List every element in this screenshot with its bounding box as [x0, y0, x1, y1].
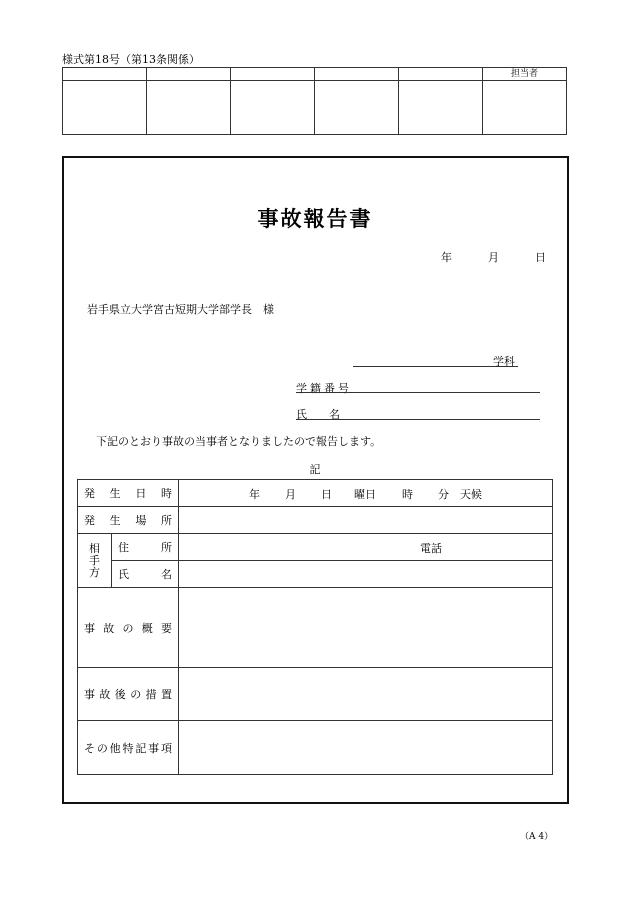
- row-measures: [78, 668, 553, 721]
- intro-text: 下記のとおり事故の当事者となりましたので報告します。: [96, 435, 382, 448]
- stamp-header-person-in-charge: 担当者: [483, 68, 567, 81]
- approval-stamp-table: [62, 67, 567, 135]
- dt-minute: 分: [438, 488, 449, 501]
- dt-hour: 時: [402, 488, 413, 501]
- stamp-header-cell: [315, 68, 399, 81]
- other-party-name-label: 氏名: [112, 561, 179, 588]
- stamp-header-cell: [399, 68, 483, 81]
- department-suffix: 学科: [493, 355, 515, 368]
- dt-year: 年: [249, 488, 260, 501]
- report-table: [77, 479, 553, 775]
- stamp-cell[interactable]: [63, 81, 147, 135]
- dt-weekday: 曜日: [354, 488, 376, 501]
- summary-label: 事故の概要: [78, 588, 179, 668]
- form-title: 事故報告書: [257, 206, 373, 231]
- other-party-label: [78, 534, 112, 588]
- student-id-line[interactable]: [296, 392, 540, 393]
- addressee: 岩手県立大学宮古短期大学部学長 様: [87, 303, 274, 316]
- row-occurrence-datetime: [78, 480, 553, 507]
- other-party-char: 相: [89, 541, 100, 555]
- occurrence-place-field[interactable]: [179, 507, 553, 534]
- stamp-cell[interactable]: [399, 81, 483, 135]
- date-month-label: 月: [488, 251, 499, 264]
- date-year-label: 年: [441, 251, 452, 264]
- stamp-header-cell: [63, 68, 147, 81]
- row-occurrence-place: [78, 507, 553, 534]
- stamp-cell[interactable]: [231, 81, 315, 135]
- remarks-field[interactable]: [179, 721, 553, 775]
- other-party-address-label: 住所: [112, 534, 179, 561]
- row-other-party-name: [78, 561, 553, 588]
- row-remarks: [78, 721, 553, 775]
- stamp-header-cell: [147, 68, 231, 81]
- ki-heading: 記: [309, 463, 321, 476]
- name-label: 氏 名: [296, 408, 340, 421]
- other-party-char: 方: [89, 565, 100, 579]
- dt-weather: 天候: [460, 488, 482, 501]
- occurrence-datetime-label: 発生日時: [78, 480, 179, 507]
- other-party-name-field[interactable]: [179, 561, 553, 588]
- row-summary: [78, 588, 553, 668]
- summary-field[interactable]: [179, 588, 553, 668]
- name-line[interactable]: [296, 419, 540, 420]
- dt-month: 月: [285, 488, 296, 501]
- row-other-party-address: [78, 534, 553, 561]
- stamp-cell[interactable]: [147, 81, 231, 135]
- other-party-address-field[interactable]: [179, 534, 553, 561]
- occurrence-datetime-field[interactable]: [179, 480, 553, 507]
- measures-label: 事故後の措置: [78, 668, 179, 721]
- remarks-label: その他特記事項: [78, 721, 179, 775]
- other-party-char: 手: [89, 553, 100, 567]
- stamp-header-cell: [231, 68, 315, 81]
- measures-field[interactable]: [179, 668, 553, 721]
- phone-label: 電話: [420, 542, 442, 555]
- date-day-label: 日: [535, 251, 546, 264]
- student-id-label: 学籍番号: [296, 382, 352, 395]
- dt-day: 日: [321, 488, 332, 501]
- stamp-cell[interactable]: [315, 81, 399, 135]
- form-number: 様式第18号（第13条関係）: [62, 53, 200, 66]
- paper-size-note: （A 4）: [520, 832, 554, 842]
- stamp-cell[interactable]: [483, 81, 567, 135]
- occurrence-place-label: 発生場所: [78, 507, 179, 534]
